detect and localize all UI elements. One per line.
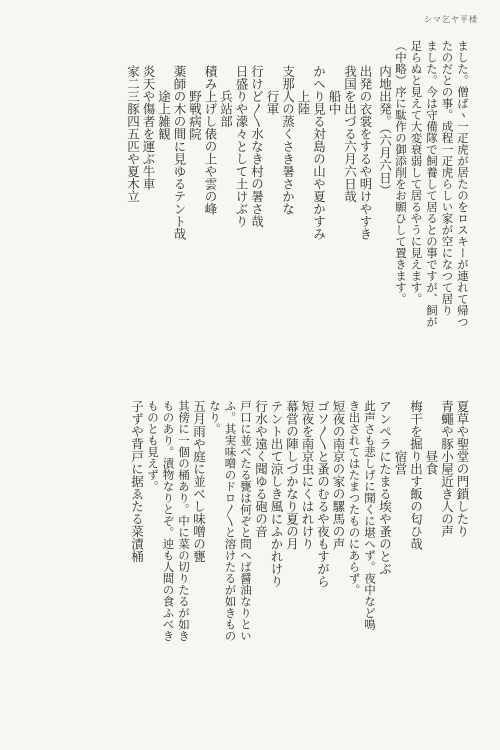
prose-line: たのだとの事。成程一疋虎らしい家が空になつて居り xyxy=(440,40,455,316)
section-heading: 兵站部 xyxy=(218,90,234,128)
haiku-line: 短夜の南京の家の騾馬の声 xyxy=(331,400,346,550)
haiku-line: かへり見る対島の山や夏かすみ xyxy=(311,65,327,240)
prose-line: なり。 xyxy=(208,400,222,435)
haiku-line: 夏草や聖堂の門鎖したり xyxy=(455,400,470,538)
haiku-line: 我国を出づる六月六日哉 xyxy=(342,65,358,203)
prose-line: ました。今は守備隊で飼養して居るとの事ですが、飼が xyxy=(425,40,439,328)
haiku-line: 五月雨や庭に並べし味噌の甕 xyxy=(191,400,207,563)
upper-text-block xyxy=(125,40,470,370)
haiku-line: ゴソ〳〵と蚤のむるや夜もすがら xyxy=(315,400,331,588)
section-heading: 昼食 xyxy=(424,450,439,475)
section-heading: 野戦病院 xyxy=(187,90,203,140)
haiku-line: アンペラにたまる埃や蚤のとぶ xyxy=(377,400,393,575)
haiku-line: 梅干を掘り出す飯の匂ひ哉 xyxy=(408,400,424,550)
section-heading: 上陸 xyxy=(296,90,311,115)
prose-line: 足らぬと見えて大変衰弱して居るやうに見えます。 xyxy=(409,40,424,305)
prose-line: ものあり。漬物なりとぞ。迚も人間の食ふべき xyxy=(161,400,176,642)
section-heading: 船中 xyxy=(327,90,342,115)
prose-line: （中略）序に駄作の御添削をお願ひして置きます。 xyxy=(394,40,408,305)
section-heading: 内地出発。（六月六日） xyxy=(377,65,393,197)
haiku-line: 幕営の陣しづかなり夏の月 xyxy=(284,400,300,550)
haiku-line: 行水や遠く聞ゆる砲の音 xyxy=(253,400,269,538)
haiku-line: 炎天や傷者を運ぶ牛車 xyxy=(141,65,156,190)
haiku-line: 家二三豚四五匹や夏木立 xyxy=(125,65,141,203)
haiku-line: 薬師の木の間に見ゆるテント哉 xyxy=(172,65,187,240)
prose-line: 戸口に並べたる甕は何ぞと問へば醤油なりとい xyxy=(239,400,253,642)
haiku-line: 支那人の蒸くさき暑さかな xyxy=(280,65,296,215)
prose-line: ふ。其実味噌のドロ〳〵と溶けたるが如きもの xyxy=(223,400,238,642)
haiku-line: 子ずや背戸に据ゑたる菜漬桶 xyxy=(129,400,145,563)
haiku-line: 積み上げし俵の上や雲の峰 xyxy=(203,65,218,215)
haiku-line: テント出て涼しき風にふかれけり xyxy=(269,400,284,588)
prose-line: 此声さも悲しげに聞くに堪へず。夜中など鳴 xyxy=(363,400,377,630)
prose-line: ものとも見えず。 xyxy=(146,400,160,492)
section-heading: 途上雑観 xyxy=(156,90,172,140)
prose-line: 其傍に一個の桶あり。中に菜の切りたるが如き xyxy=(177,400,191,642)
haiku-line: 青蠅や豚小屋近き人の声 xyxy=(439,400,455,538)
prose-line: ました。僧ばヽ一疋虎が居たのをロスキーが連れて帰つ xyxy=(456,40,470,328)
section-heading: 宿営 xyxy=(393,450,408,475)
running-head: シマ乞ヤ平楼 xyxy=(424,15,478,24)
lower-text-block xyxy=(129,400,470,720)
section-heading: 行軍 xyxy=(265,90,280,115)
prose-line: き出されてはたまつたものにあらず。 xyxy=(347,400,362,596)
haiku-line: 日盛りや濛々として土けぶり xyxy=(234,65,249,228)
haiku-line: 短夜を南京虫にくはれけり xyxy=(300,400,315,550)
haiku-line: 出発の衣裳をするや明けやすき xyxy=(358,65,373,240)
haiku-line: 行けど〳〵水なき村の暑さ哉 xyxy=(249,65,265,228)
